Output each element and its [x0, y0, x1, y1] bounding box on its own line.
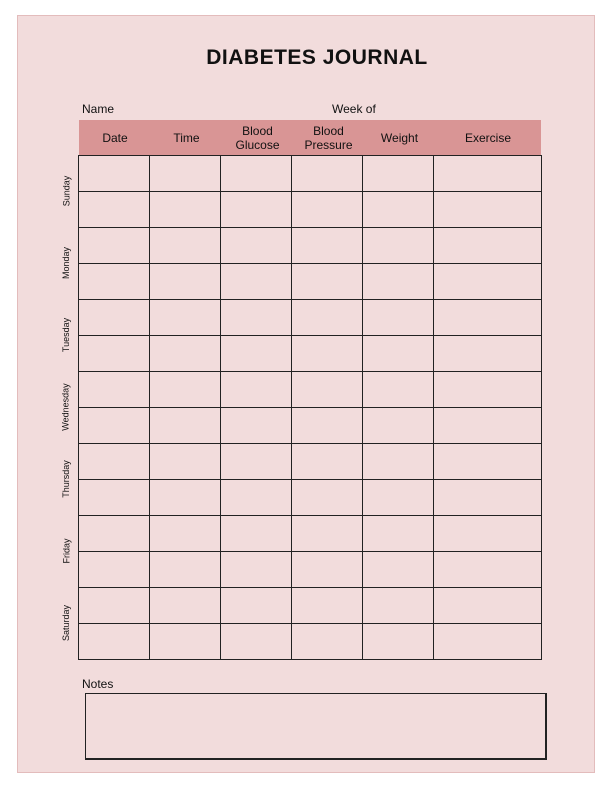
- day-label-sunday: [58, 155, 74, 227]
- cell-time[interactable]: [150, 444, 221, 480]
- cell-exercise[interactable]: [434, 480, 542, 516]
- day-label-text: Monday: [61, 246, 71, 280]
- cell-weight[interactable]: [363, 516, 434, 552]
- cell-exercise[interactable]: [434, 228, 542, 264]
- table-row: [79, 336, 542, 372]
- column-header-time: Time: [173, 130, 200, 145]
- cell-blood-glucose[interactable]: [221, 552, 292, 588]
- cell-time[interactable]: [150, 228, 221, 264]
- table-row: [79, 516, 542, 552]
- notes-label: Notes: [82, 677, 114, 691]
- cell-blood-pressure[interactable]: [292, 516, 363, 552]
- day-label-friday: [58, 515, 74, 587]
- day-label-tuesday: [58, 299, 74, 371]
- day-label-thursday: [58, 443, 74, 515]
- cell-time[interactable]: [150, 516, 221, 552]
- cell-exercise[interactable]: [434, 336, 542, 372]
- week-of-label: Week of: [332, 102, 376, 116]
- journal-page: [17, 15, 595, 773]
- cell-exercise[interactable]: [434, 552, 542, 588]
- cell-blood-pressure[interactable]: [292, 336, 363, 372]
- cell-date[interactable]: [79, 264, 150, 300]
- cell-blood-pressure[interactable]: [292, 156, 363, 192]
- cell-exercise[interactable]: [434, 264, 542, 300]
- cell-blood-pressure[interactable]: [292, 372, 363, 408]
- cell-weight[interactable]: [363, 552, 434, 588]
- cell-blood-pressure[interactable]: [292, 408, 363, 444]
- day-label-text: Wednesday: [61, 383, 71, 431]
- cell-blood-pressure[interactable]: [292, 300, 363, 336]
- cell-weight[interactable]: [363, 228, 434, 264]
- cell-weight[interactable]: [363, 444, 434, 480]
- cell-time[interactable]: [150, 624, 221, 660]
- cell-date[interactable]: [79, 588, 150, 624]
- cell-time[interactable]: [150, 552, 221, 588]
- cell-date[interactable]: [79, 408, 150, 444]
- name-label: Name: [82, 102, 115, 116]
- table-row: [79, 624, 542, 660]
- column-header-blood-pressure: Blood Pressure: [304, 123, 353, 152]
- day-label-saturday: [58, 587, 74, 659]
- cell-blood-pressure[interactable]: [292, 624, 363, 660]
- cell-weight[interactable]: [363, 480, 434, 516]
- cell-weight[interactable]: [363, 192, 434, 228]
- cell-time[interactable]: [150, 408, 221, 444]
- cell-time[interactable]: [150, 300, 221, 336]
- cell-exercise[interactable]: [434, 588, 542, 624]
- cell-time[interactable]: [150, 372, 221, 408]
- notes-box[interactable]: [85, 693, 547, 760]
- cell-date[interactable]: [79, 516, 150, 552]
- day-label-text: Thursday: [61, 460, 71, 498]
- cell-exercise[interactable]: [434, 300, 542, 336]
- cell-date[interactable]: [79, 228, 150, 264]
- table-row: [79, 408, 542, 444]
- cell-blood-glucose[interactable]: [221, 408, 292, 444]
- column-header-date: Date: [102, 130, 128, 145]
- cell-date[interactable]: [79, 300, 150, 336]
- cell-exercise[interactable]: [434, 192, 542, 228]
- cell-blood-glucose[interactable]: [221, 156, 292, 192]
- cell-blood-pressure[interactable]: [292, 192, 363, 228]
- cell-blood-pressure[interactable]: [292, 480, 363, 516]
- cell-weight[interactable]: [363, 156, 434, 192]
- cell-time[interactable]: [150, 156, 221, 192]
- cell-blood-pressure[interactable]: [292, 264, 363, 300]
- cell-exercise[interactable]: [434, 408, 542, 444]
- cell-blood-glucose[interactable]: [221, 516, 292, 552]
- table-row: [79, 156, 542, 192]
- cell-time[interactable]: [150, 264, 221, 300]
- cell-blood-glucose[interactable]: [221, 372, 292, 408]
- cell-time[interactable]: [150, 336, 221, 372]
- cell-blood-pressure[interactable]: [292, 552, 363, 588]
- cell-blood-pressure[interactable]: [292, 444, 363, 480]
- day-label-text: Tuesday: [61, 317, 71, 353]
- page-title: DIABETES JOURNAL: [206, 46, 428, 69]
- table-row: [79, 264, 542, 300]
- cell-weight[interactable]: [363, 588, 434, 624]
- cell-date[interactable]: [79, 552, 150, 588]
- table-row: [79, 300, 542, 336]
- cell-date[interactable]: [79, 480, 150, 516]
- cell-exercise[interactable]: [434, 516, 542, 552]
- cell-exercise[interactable]: [434, 156, 542, 192]
- cell-date[interactable]: [79, 444, 150, 480]
- cell-time[interactable]: [150, 588, 221, 624]
- cell-blood-glucose[interactable]: [221, 300, 292, 336]
- cell-weight[interactable]: [363, 264, 434, 300]
- cell-date[interactable]: [79, 156, 150, 192]
- cell-blood-glucose[interactable]: [221, 588, 292, 624]
- day-label-monday: [58, 227, 74, 299]
- cell-blood-pressure[interactable]: [292, 228, 363, 264]
- day-label-text: Saturday: [61, 604, 71, 642]
- cell-time[interactable]: [150, 480, 221, 516]
- cell-exercise[interactable]: [434, 372, 542, 408]
- cell-date[interactable]: [79, 336, 150, 372]
- day-label-text: Friday: [61, 538, 72, 564]
- cell-weight[interactable]: [363, 336, 434, 372]
- table-row: [79, 480, 542, 516]
- table-header: [79, 120, 541, 155]
- day-label-wednesday: [58, 371, 74, 443]
- cell-time[interactable]: [150, 192, 221, 228]
- cell-weight[interactable]: [363, 408, 434, 444]
- cell-date[interactable]: [79, 372, 150, 408]
- table-row: [79, 192, 542, 228]
- cell-blood-glucose[interactable]: [221, 192, 292, 228]
- cell-date[interactable]: [79, 192, 150, 228]
- journal-grid: [78, 155, 542, 660]
- cell-exercise[interactable]: [434, 444, 542, 480]
- cell-weight[interactable]: [363, 300, 434, 336]
- table-row: [79, 372, 542, 408]
- table-row: [79, 588, 542, 624]
- cell-blood-glucose[interactable]: [221, 336, 292, 372]
- cell-exercise[interactable]: [434, 624, 542, 660]
- column-header-blood-glucose: Blood Glucose: [235, 123, 280, 152]
- table-row: [79, 552, 542, 588]
- table-row: [79, 228, 542, 264]
- cell-weight[interactable]: [363, 372, 434, 408]
- table-row: [79, 444, 542, 480]
- column-header-weight: Weight: [380, 130, 419, 145]
- cell-blood-glucose[interactable]: [221, 624, 292, 660]
- cell-blood-glucose[interactable]: [221, 444, 292, 480]
- day-label-text: Sunday: [61, 175, 71, 207]
- cell-blood-glucose[interactable]: [221, 480, 292, 516]
- column-header-exercise: Exercise: [464, 130, 511, 145]
- cell-weight[interactable]: [363, 624, 434, 660]
- cell-blood-glucose[interactable]: [221, 264, 292, 300]
- cell-blood-pressure[interactable]: [292, 588, 363, 624]
- cell-date[interactable]: [79, 624, 150, 660]
- cell-blood-glucose[interactable]: [221, 228, 292, 264]
